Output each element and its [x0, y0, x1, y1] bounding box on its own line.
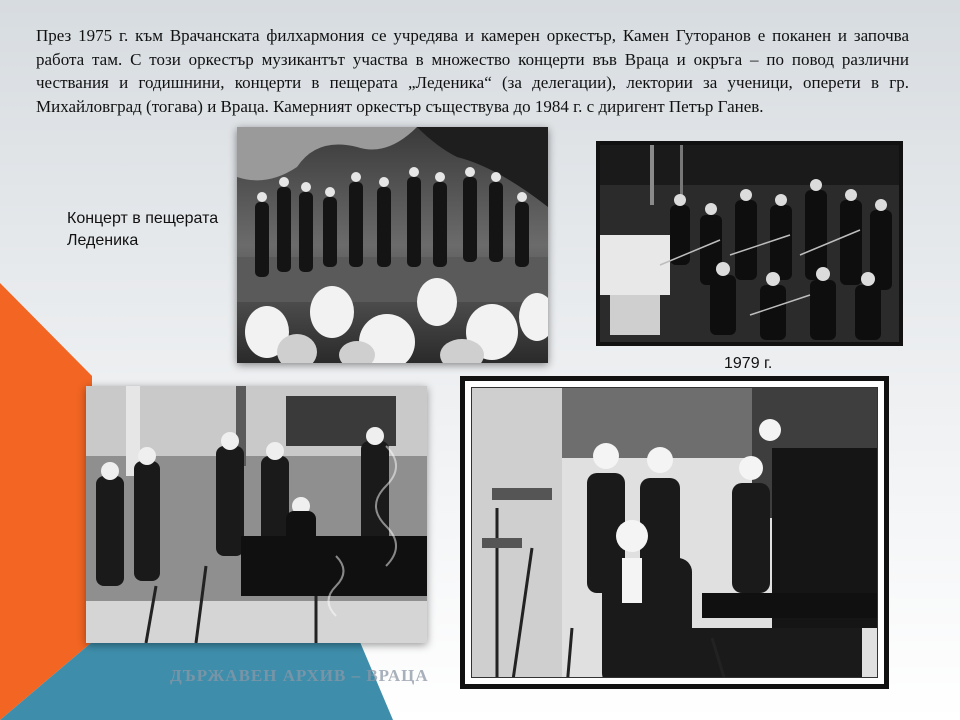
orange-corner-band — [0, 376, 92, 642]
orange-corner-shape — [0, 283, 92, 376]
caption-cave-concert: Концерт в пещерата Леденика — [67, 210, 219, 249]
photo-cave-concert — [237, 127, 548, 363]
archive-watermark: ДЪРЖАВЕН АРХИВ – ВРАЦА — [170, 666, 429, 685]
intro-paragraph: През 1975 г. към Врачанската филхармония се учредява и камерен оркестър, Камен Гуторанов е поканен и започва работа там. С този оркестър музикантът участва в множество концерти във Враца и окръга – по повод различни чествания и годишнини, концерти в пещерата „Леденика“ (за делегации), лектории за ученици, оперети в гр. Михайловград (тогава) и Враца. Камерният оркестър съществува до 1984 г. с диригент Петър Ганев. — [36, 26, 909, 116]
caption-year-1979: 1979 г. — [724, 355, 773, 372]
photo-conductor-bowing — [460, 376, 889, 689]
photo-orchestra-pianist — [86, 386, 427, 643]
photo-orchestra-1979 — [596, 141, 903, 346]
